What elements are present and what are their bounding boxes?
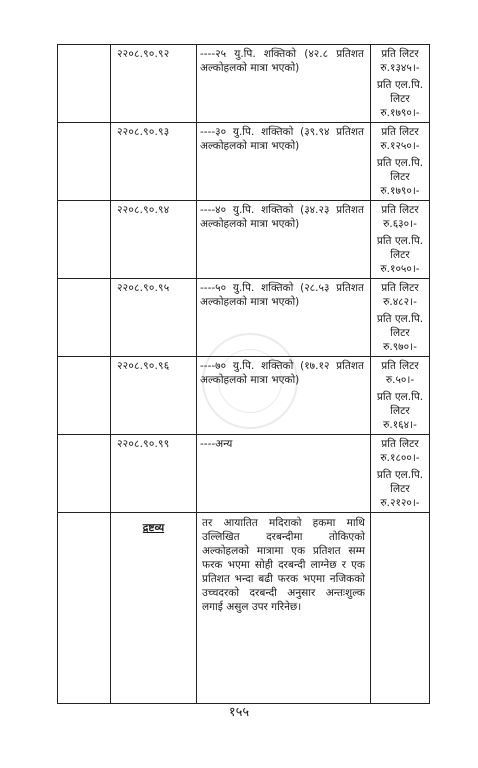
blank-cell xyxy=(58,201,111,279)
rate-unit-label: प्रति एल.पि. xyxy=(376,235,424,247)
rate-unit-label: प्रति एल.पि. xyxy=(376,469,424,481)
heading-code: २२०८.९०.९६ xyxy=(111,357,197,435)
rate-unit-label: लिटर xyxy=(390,171,410,183)
heading-code: २२०८.९०.९५ xyxy=(111,279,197,357)
rate-cell xyxy=(371,123,430,201)
rate-unit-label: प्रति एल.पि. xyxy=(376,157,424,169)
rate-cell xyxy=(371,435,430,513)
rate-value: रु.१२५०।- xyxy=(380,140,420,152)
rate-value: रु.१७९०।- xyxy=(380,185,420,197)
table-row xyxy=(58,45,430,123)
rate-value: रु.१३४५।- xyxy=(380,62,420,74)
rate-value: रु.१७९०।- xyxy=(380,107,420,119)
rate-value: रु.१६४।- xyxy=(383,419,417,431)
rate-unit-label: प्रति लिटर xyxy=(381,126,419,138)
rate-unit-label: लिटर xyxy=(390,483,410,495)
page-number: १५५ xyxy=(228,705,250,720)
table-row xyxy=(58,279,430,357)
heading-code: २२०८.९०.९४ xyxy=(111,201,197,279)
table-row xyxy=(58,357,430,435)
tariff-table xyxy=(57,44,430,704)
rate-cell xyxy=(371,357,430,435)
blank-cell xyxy=(58,435,111,513)
description: ----४० यु.पि. शक्तिको (३४.२३ प्रतिशत अल्कोहलको मात्रा भएको) xyxy=(197,201,371,279)
blank-cell xyxy=(58,357,111,435)
rate-unit-label: प्रति एल.पि. xyxy=(376,391,424,403)
rate-cell xyxy=(371,279,430,357)
rate-unit-label: प्रति लिटर xyxy=(381,438,419,450)
note-text: तर आयातित मदिराको हकमा माथि उल्लिखित दरबन्दीमा तोकिएको अल्कोहलको मात्रामा एक प्रतिशत सम्म फरक भएमा सोही दरबन्दी लाग्नेछ र एक प्रतिशत भन्दा बढी फरक भएमा नजिकको उच्चदरको दरबन्दी अनुसार अन्तःशुल्क लगाई असुल उपर गरिनेछ। xyxy=(197,513,371,704)
table-row xyxy=(58,123,430,201)
heading-code: २२०८.९०.९९ xyxy=(111,435,197,513)
note-row xyxy=(58,513,430,704)
blank-cell xyxy=(371,513,430,704)
heading-code: २२०८.९०.९२ xyxy=(111,45,197,123)
rate-cell xyxy=(371,45,430,123)
blank-cell xyxy=(58,123,111,201)
rate-value: रु.४८२।- xyxy=(383,296,417,308)
blank-cell xyxy=(58,45,111,123)
rate-cell xyxy=(371,201,430,279)
blank-cell xyxy=(58,513,111,704)
rate-unit-label: प्रति लिटर xyxy=(381,204,419,216)
description: ----अन्य xyxy=(197,435,371,513)
rate-unit-label: लिटर xyxy=(390,93,410,105)
rate-value: रु.१८००।- xyxy=(380,452,420,464)
description: ----५० यु.पि. शक्तिको (२८.५३ प्रतिशत अल्कोहलको मात्रा भएको) xyxy=(197,279,371,357)
rate-unit-label: प्रति एल.पि. xyxy=(376,79,424,91)
description: ----७० यु.पि. शक्तिको (१७.१२ प्रतिशत अल्कोहलको मात्रा भएको) xyxy=(197,357,371,435)
description: ----३० यु.पि. शक्तिको (३९.९४ प्रतिशत अल्कोहलको मात्रा भएको) xyxy=(197,123,371,201)
description: ----२५ यु.पि. शक्तिको (४२.८ प्रतिशत अल्कोहलको मात्रा भएको) xyxy=(197,45,371,123)
rate-unit-label: प्रति एल.पि. xyxy=(376,313,424,325)
blank-cell xyxy=(58,279,111,357)
note-label: द्रष्टव्य xyxy=(111,513,197,704)
rate-value: रु.५०।- xyxy=(385,374,415,386)
rate-value: रु.१०५०।- xyxy=(380,263,420,275)
rate-unit-label: लिटर xyxy=(390,327,410,339)
rate-value: रु.९७०।- xyxy=(383,341,417,353)
rate-value: रु.२१२०।- xyxy=(380,497,420,509)
table-row xyxy=(58,435,430,513)
rate-unit-label: लिटर xyxy=(390,249,410,261)
rate-unit-label: प्रति लिटर xyxy=(381,282,419,294)
table-row xyxy=(58,201,430,279)
rate-value: रु.६३०।- xyxy=(383,218,417,230)
rate-unit-label: प्रति लिटर xyxy=(381,360,419,372)
rate-unit-label: प्रति लिटर xyxy=(381,48,419,60)
heading-code: २२०८.९०.९३ xyxy=(111,123,197,201)
rate-unit-label: लिटर xyxy=(390,405,410,417)
